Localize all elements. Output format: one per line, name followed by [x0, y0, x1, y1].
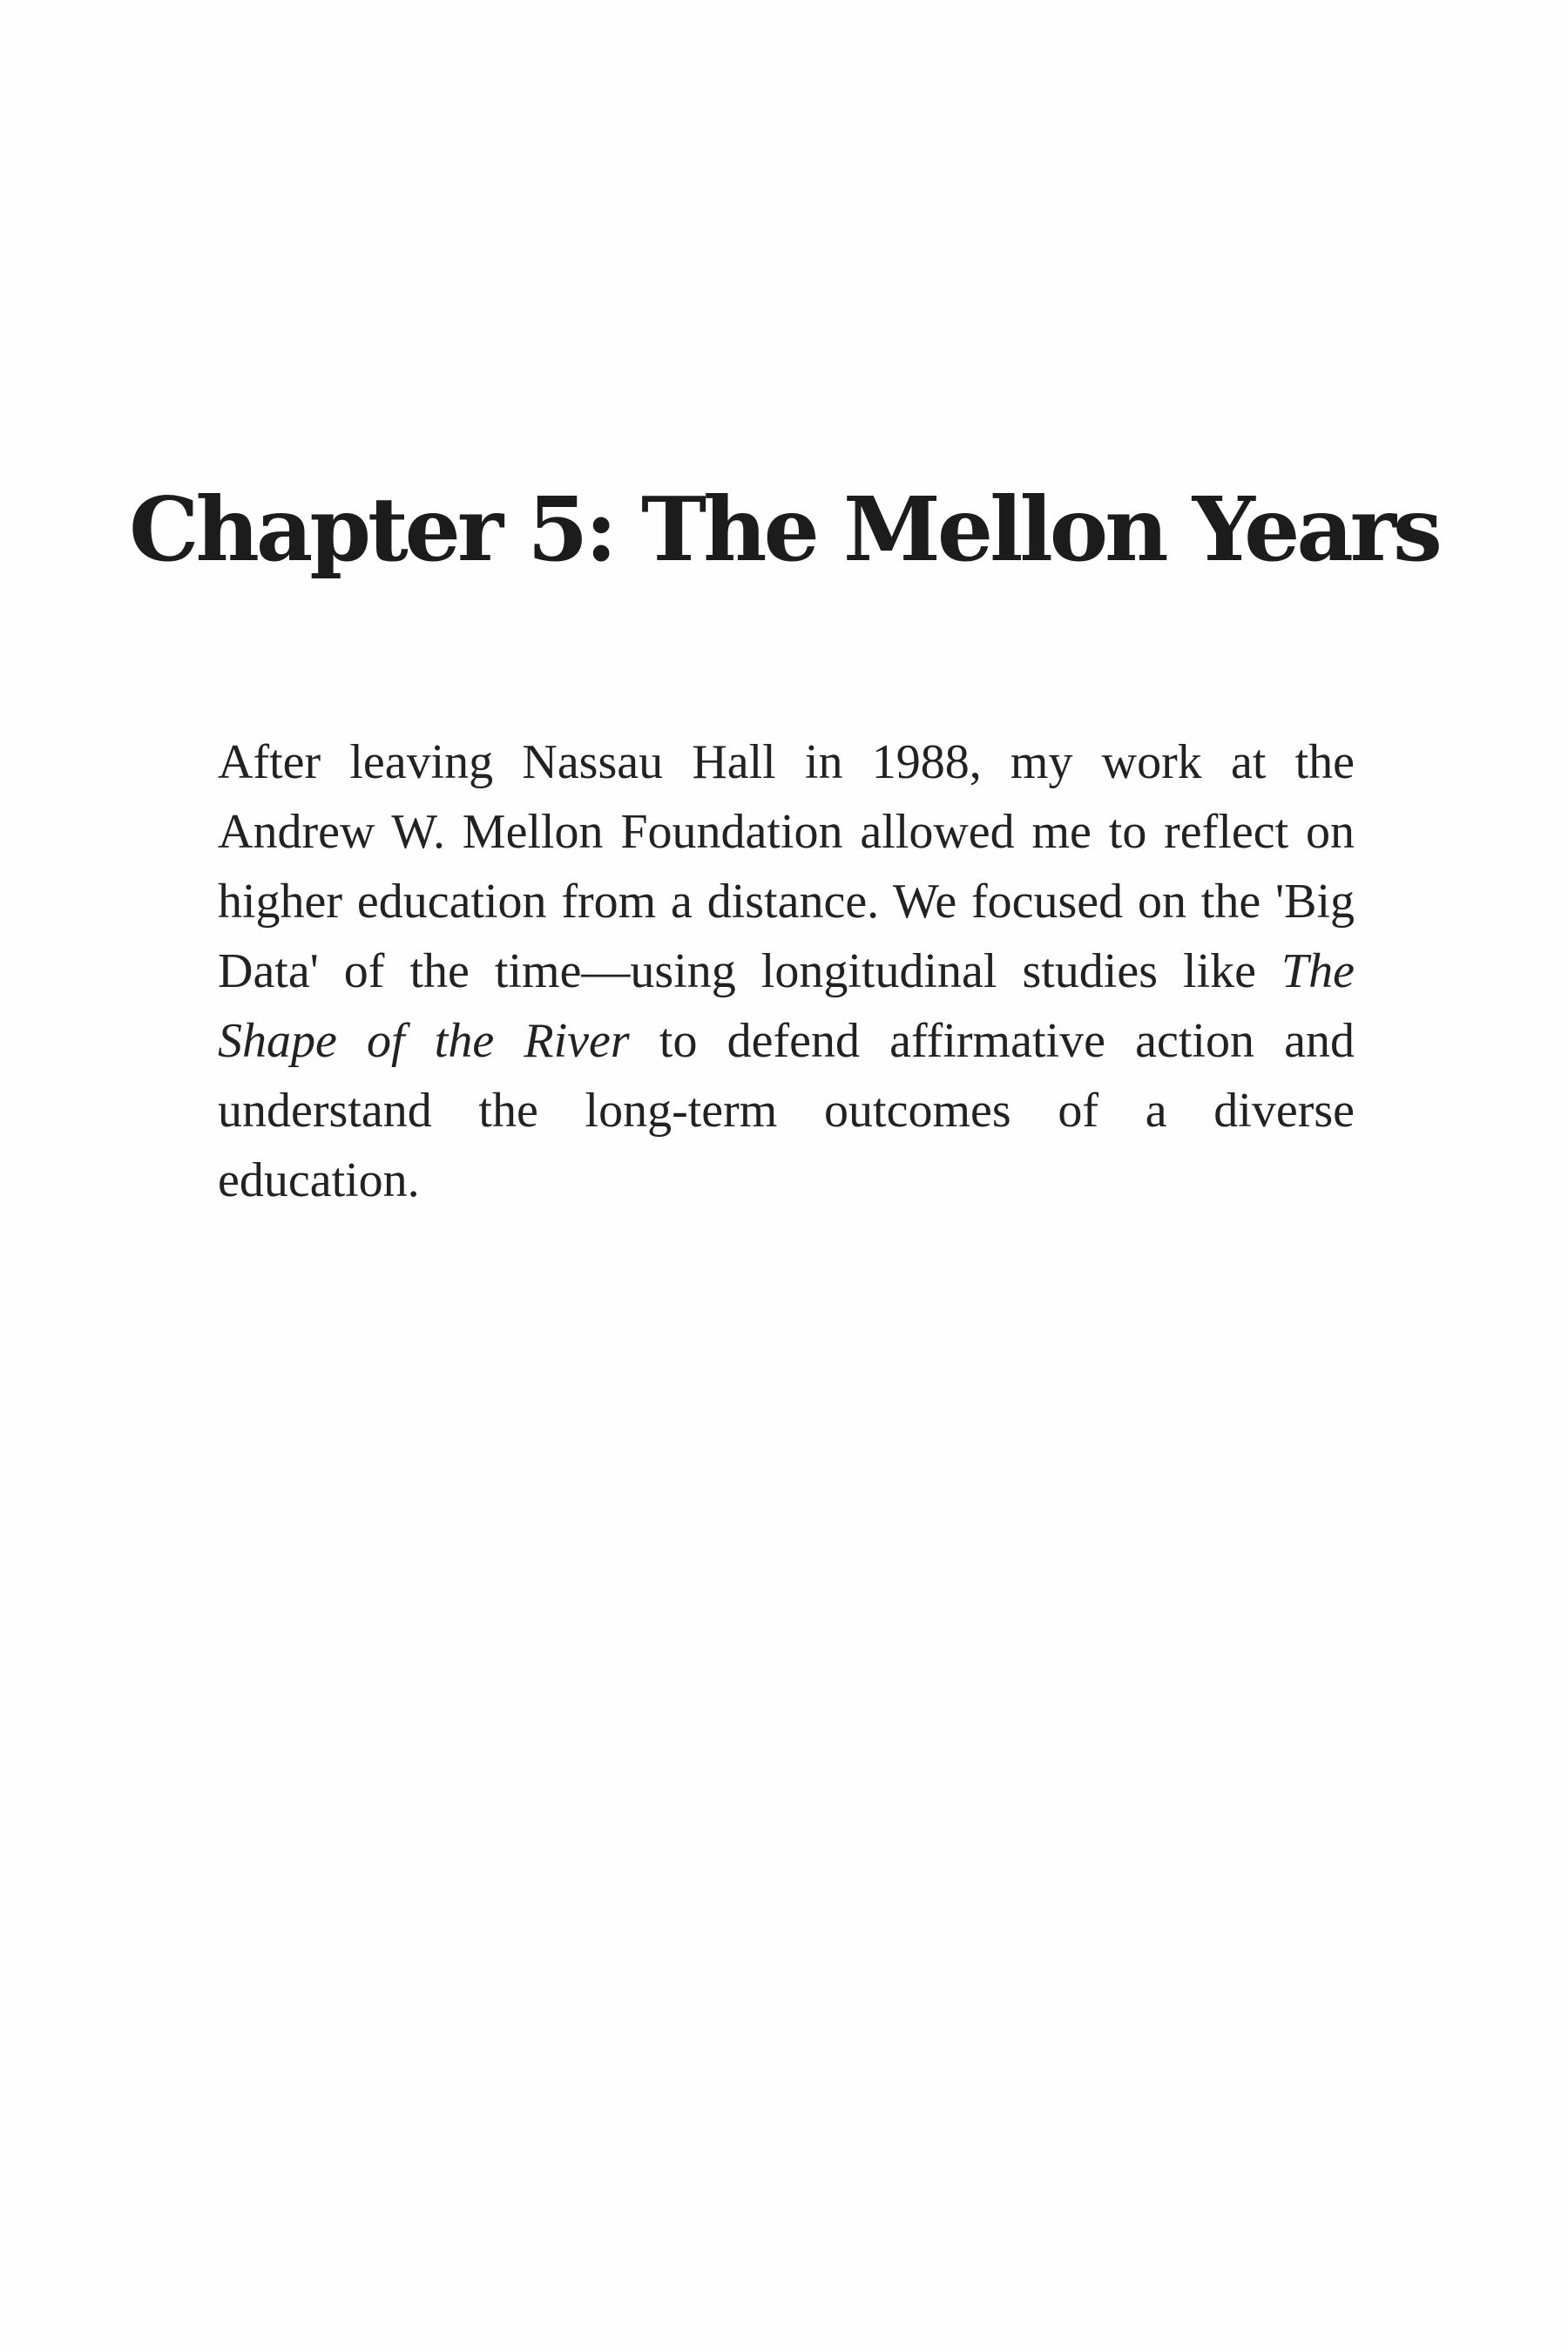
body-paragraph [218, 727, 1355, 1215]
paragraph-text-start: After leaving Nassau Hall in 1988, my work at the Andrew W. Mellon Foundation allowed me to reflect on higher education from a distance. We focused on the 'Big Data' of the time—using longitudinal studies like [218, 735, 1355, 998]
book-title-italic: The Shape of the River [218, 944, 1355, 1068]
chapter-title: Chapter 5: The Mellon Years [129, 477, 1439, 581]
paragraph-text-end: to defend affirmative action and understand the long-term outcomes of a diverse education. [218, 1014, 1355, 1207]
